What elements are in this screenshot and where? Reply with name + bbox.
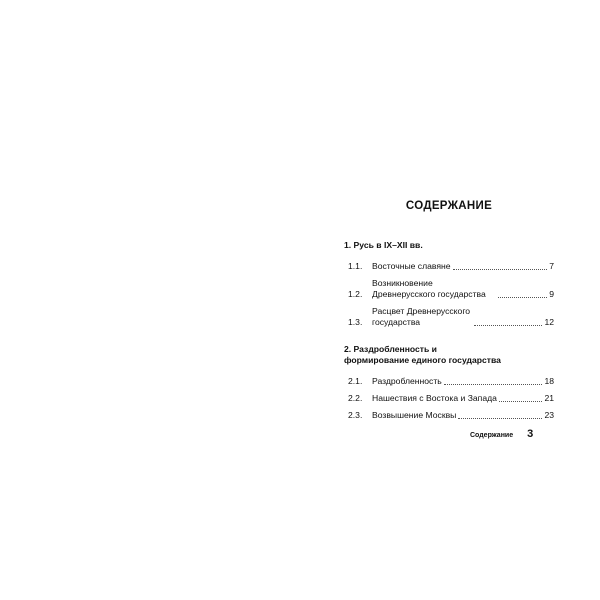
entry-title: Раздробленность <box>372 376 442 386</box>
dot-leader <box>498 297 547 298</box>
entry-title: Нашествия с Востока и Запада <box>372 393 497 403</box>
entry-page: 9 <box>549 289 554 299</box>
running-footer-label: Содержание <box>470 432 514 439</box>
entry-page: 12 <box>544 317 554 327</box>
toc-entry[interactable] <box>332 410 554 421</box>
entry-page: 23 <box>544 410 554 420</box>
entry-title: Восточные славяне <box>372 261 451 271</box>
dot-leader <box>458 418 542 419</box>
page-number: 3 <box>527 428 534 440</box>
dot-leader <box>474 325 542 326</box>
page-footer <box>470 428 533 440</box>
toc-entry[interactable] <box>332 261 554 272</box>
entry-page: 21 <box>544 393 554 403</box>
section-title: 2. Раздробленность и формирование единого государства <box>344 344 501 365</box>
entry-title: Возникновение Древнерусского государства <box>372 278 486 299</box>
entry-number: 1.2. <box>348 289 363 299</box>
entry-number: 2.1. <box>348 376 363 386</box>
section-title: 1. Русь в IX–XII вв. <box>344 240 423 250</box>
entry-number: 1.3. <box>348 317 363 327</box>
entry-page: 18 <box>544 376 554 386</box>
toc-entry[interactable] <box>332 278 554 300</box>
dot-leader <box>444 384 543 385</box>
entry-title: Возвышение Москвы <box>372 410 457 420</box>
entry-title: Расцвет Древнерусского государства <box>372 306 471 327</box>
entry-number: 1.1. <box>348 261 363 271</box>
entry-number: 2.3. <box>348 410 363 420</box>
table-of-contents <box>332 200 554 427</box>
dot-leader <box>453 269 548 270</box>
entry-page: 7 <box>549 261 554 271</box>
toc-entry[interactable] <box>332 306 554 328</box>
toc-title: СОДЕРЖАНИЕ <box>405 200 493 212</box>
dot-leader <box>499 401 543 402</box>
toc-entry[interactable] <box>332 376 554 387</box>
toc-entry[interactable] <box>332 393 554 404</box>
entry-number: 2.2. <box>348 393 363 403</box>
